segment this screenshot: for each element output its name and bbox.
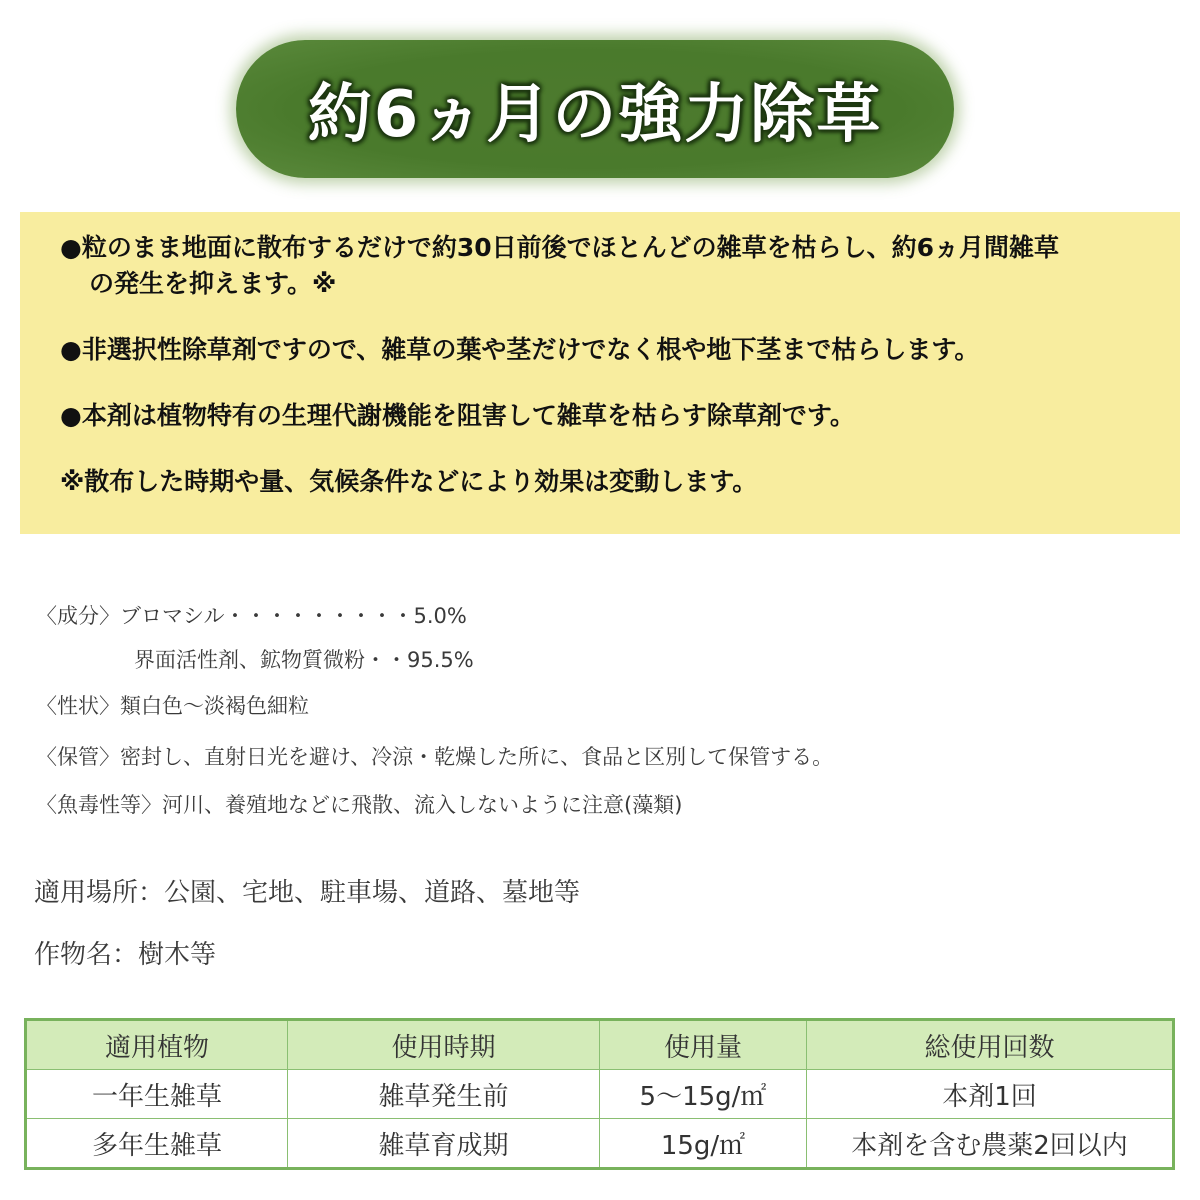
banner-title: 約6ヵ月の強力除草 bbox=[307, 78, 883, 152]
table-cell: 本剤1回 bbox=[807, 1070, 1174, 1119]
usage-table bbox=[24, 1018, 1175, 1170]
table-header-row bbox=[26, 1020, 1174, 1070]
table-header-cell: 使用量 bbox=[600, 1020, 807, 1070]
feature-line-2: ●非選択性除草剤ですので、雑草の葉や茎だけでなく根や地下茎まで枯らします。 bbox=[60, 335, 980, 364]
spec-storage: 〈保管〉密封し、直射日光を避け、冷涼・乾燥した所に、食品と区別して保管する。 bbox=[36, 745, 834, 769]
feature-line-3: ●本剤は植物特有の生理代謝機能を阻害して雑草を枯らす除草剤です。 bbox=[60, 401, 855, 430]
table-cell: 5～15g/㎡ bbox=[600, 1070, 807, 1119]
table-cell: 一年生雑草 bbox=[26, 1070, 288, 1119]
table-row bbox=[26, 1070, 1174, 1119]
table-row bbox=[26, 1119, 1174, 1169]
feature-line-1a: ●粒のまま地面に散布するだけで約30日前後でほとんどの雑草を枯らし、約6ヵ月間雑草 bbox=[60, 233, 1060, 262]
table-cell: 本剤を含む農薬2回以内 bbox=[807, 1119, 1174, 1169]
table-cell: 雑草育成期 bbox=[288, 1119, 600, 1169]
table-header-cell: 適用植物 bbox=[26, 1020, 288, 1070]
feature-note: ※散布した時期や量、気候条件などにより効果は変動します。 bbox=[60, 467, 758, 496]
table-cell: 雑草発生前 bbox=[288, 1070, 600, 1119]
table-cell: 多年生雑草 bbox=[26, 1119, 288, 1169]
spec-fish-toxicity: 〈魚毒性等〉河川、養殖地などに飛散、流入しないように注意(藻類) bbox=[36, 793, 683, 817]
table-header-cell: 総使用回数 bbox=[807, 1020, 1174, 1070]
spec-ingredients-1: 〈成分〉ブロマシル・・・・・・・・・5.0% bbox=[36, 604, 467, 628]
table-header-cell: 使用時期 bbox=[288, 1020, 600, 1070]
spec-properties: 〈性状〉類白色～淡褐色細粒 bbox=[36, 694, 309, 718]
title-banner bbox=[236, 40, 954, 178]
application-crops: 作物名：樹木等 bbox=[34, 940, 217, 970]
feature-line-1b: の発生を抑えます。※ bbox=[89, 269, 337, 298]
feature-box bbox=[20, 212, 1180, 534]
table-cell: 15g/㎡ bbox=[600, 1119, 807, 1169]
application-places: 適用場所：公園、宅地、駐車場、道路、墓地等 bbox=[34, 878, 581, 908]
spec-ingredients-2: 界面活性剤、鉱物質微粉・・95.5% bbox=[134, 648, 474, 672]
